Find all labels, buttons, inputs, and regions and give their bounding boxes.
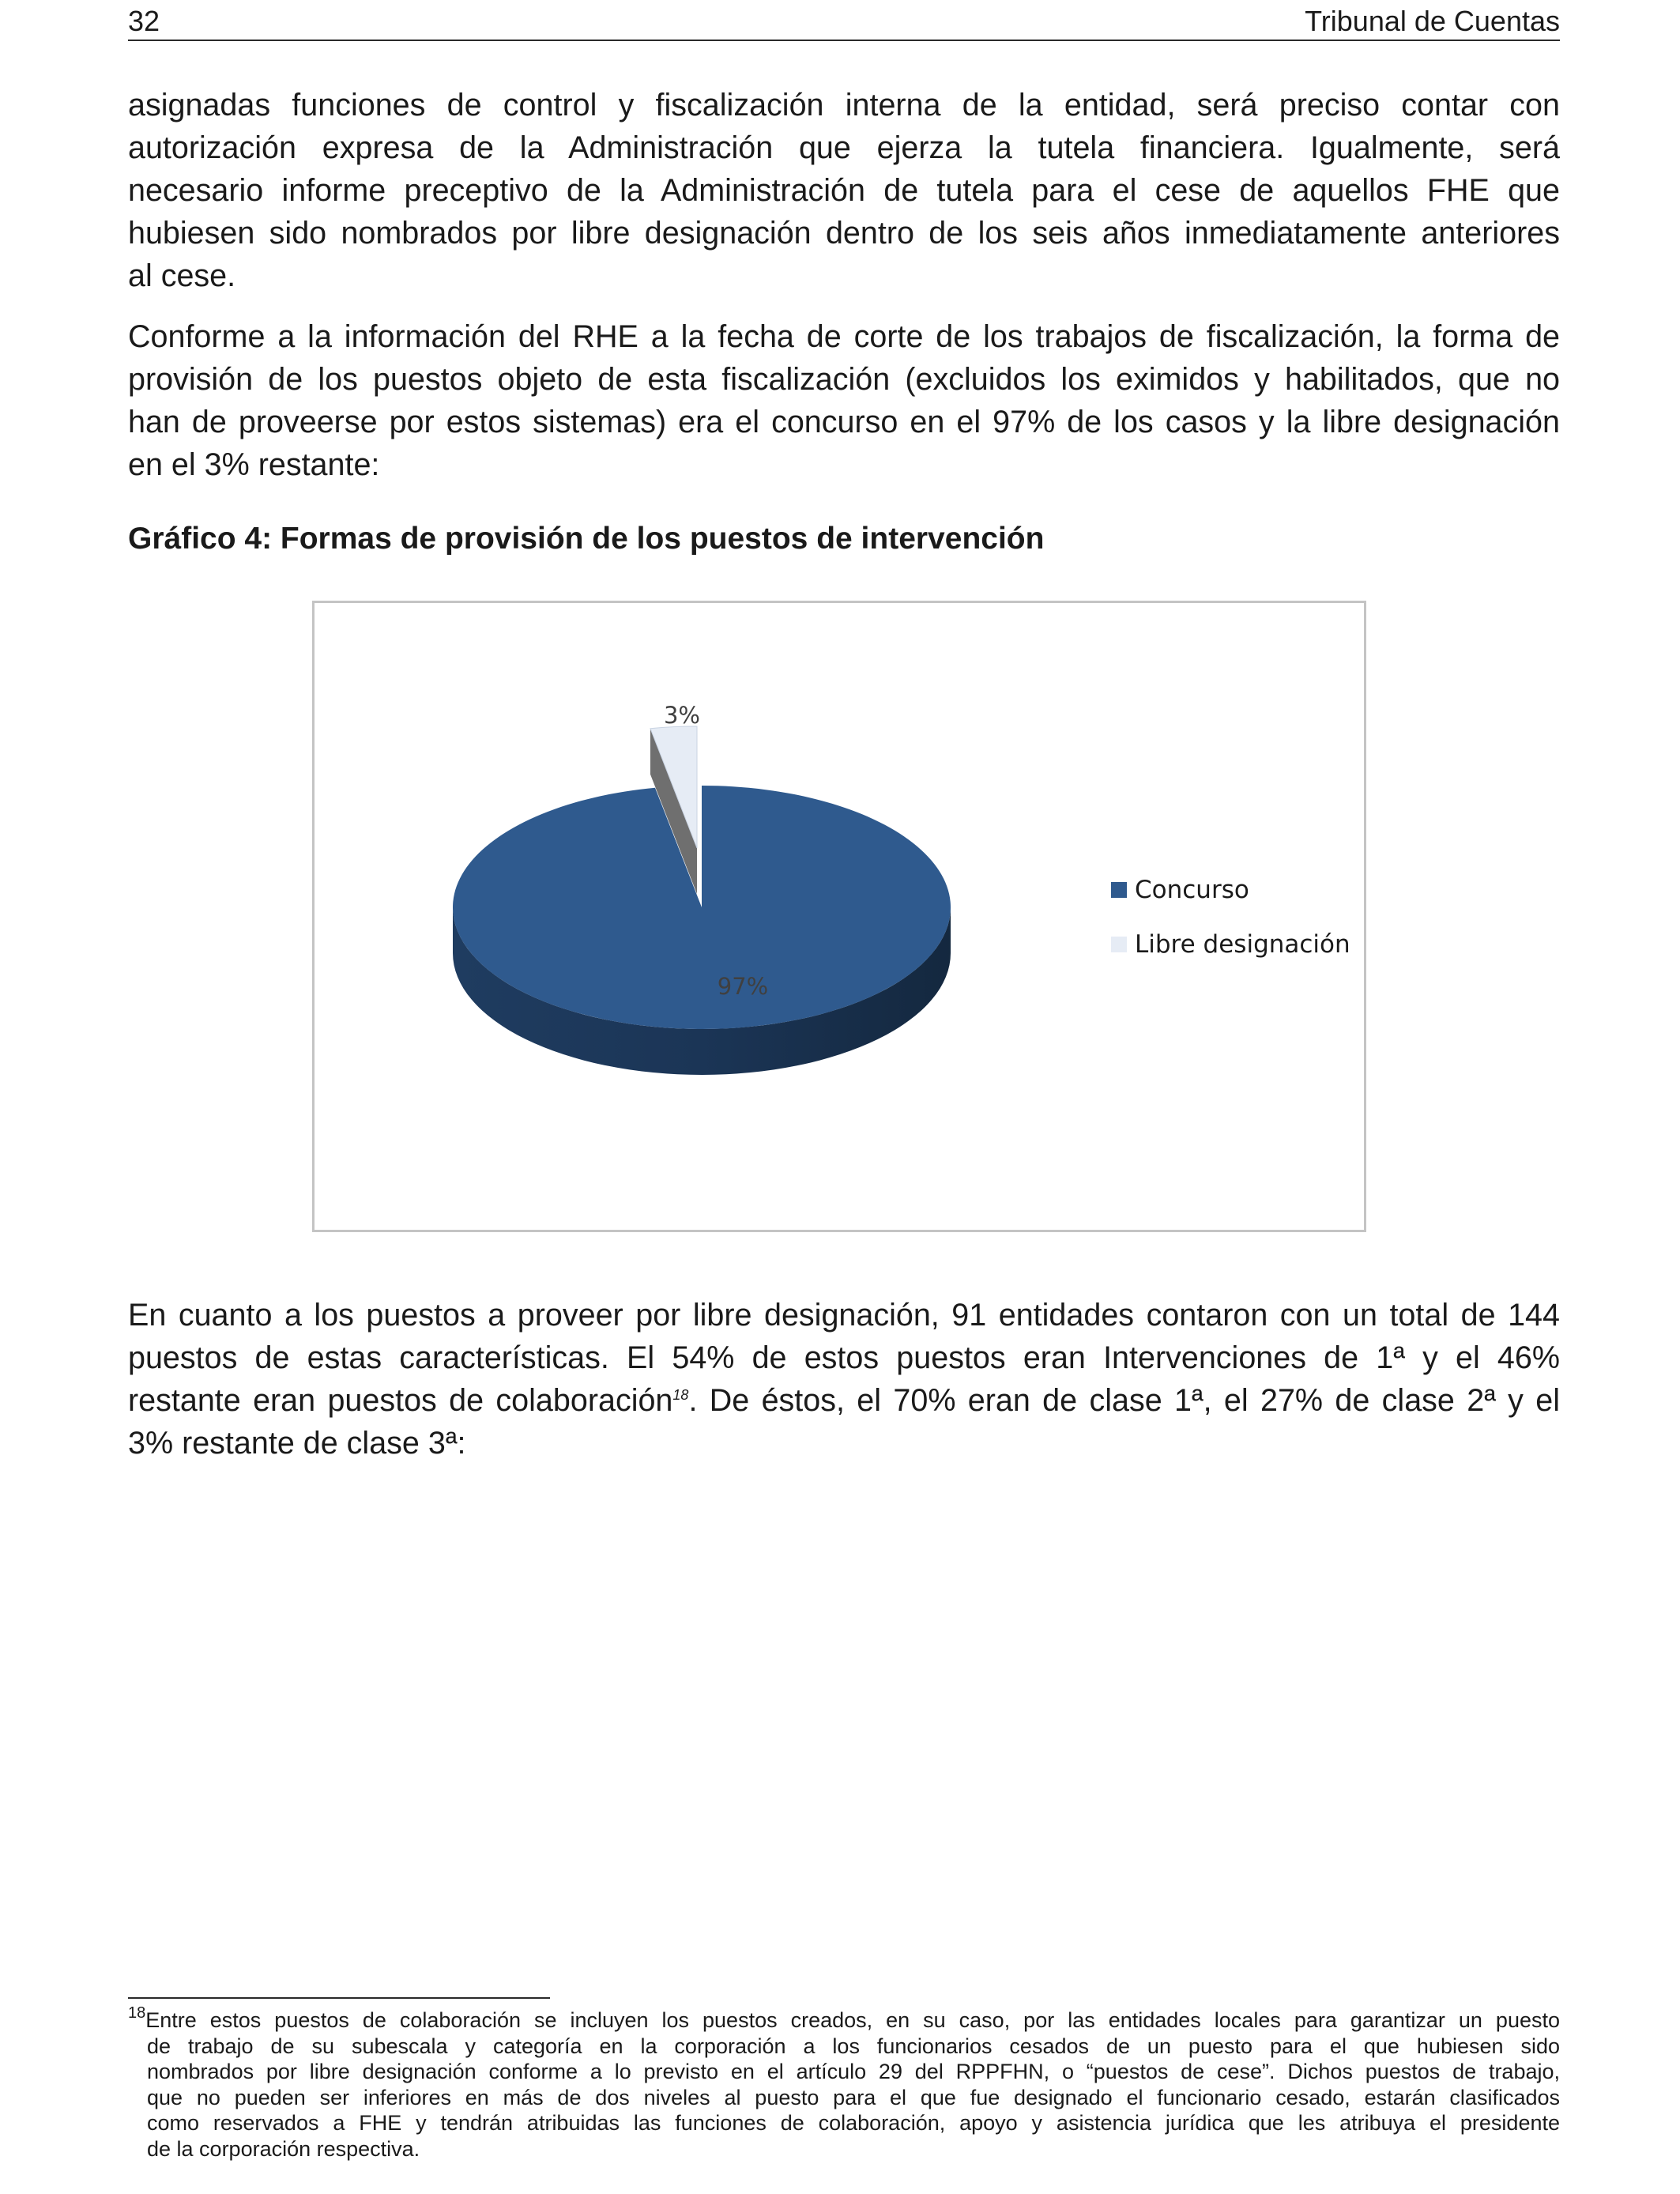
text-line bbox=[128, 1379, 1560, 1422]
page-header bbox=[128, 0, 1560, 41]
footnote-rule bbox=[128, 1997, 550, 1999]
footnote-line: como reservados a FHE y tendrán atribuidas las funciones de colaboración, apoyo y asistencia jurídica que les atribuya el presidente bbox=[147, 2111, 1560, 2135]
text-segment: restante eran puestos de colaboración bbox=[128, 1383, 673, 1418]
data-label-libre: 3% bbox=[663, 702, 701, 729]
legend-item-concurso bbox=[1111, 874, 1350, 906]
chart-legend bbox=[1111, 874, 1350, 983]
legend-swatch-libre-designacion bbox=[1111, 937, 1127, 952]
paragraph-2 bbox=[128, 315, 1560, 486]
legend-swatch-concurso bbox=[1111, 882, 1127, 898]
footnote bbox=[128, 2004, 1560, 2162]
footnote-text: Entre estos puestos de colaboración se incluyen los puestos creados, en su caso, por las entidades locales para garantizar un puesto bbox=[145, 2008, 1560, 2032]
footnote-line: de trabajo de su subescala y categoría en la corporación a los funcionarios cesados de un puesto para el que hubiesen sido bbox=[147, 2034, 1560, 2058]
legend-label-concurso: Concurso bbox=[1135, 876, 1249, 904]
footnote-line: de la corporación respectiva. bbox=[147, 2136, 420, 2161]
footnote-line bbox=[128, 2004, 1560, 2034]
legend-item-libre-designacion bbox=[1111, 929, 1350, 960]
text-line: autorización expresa de la Administración que ejerza la tutela financiera. Igualmente, será bbox=[128, 130, 1560, 165]
paragraph-3 bbox=[128, 1294, 1560, 1465]
text-line: provisión de los puestos objeto de esta fiscalización (excluidos los eximidos y habilitados, que no bbox=[128, 362, 1560, 397]
text-line: en el 3% restante: bbox=[128, 447, 380, 482]
header-title: Tribunal de Cuentas bbox=[1305, 5, 1560, 37]
footnote-reference[interactable]: 18 bbox=[672, 1387, 689, 1403]
page-number: 32 bbox=[128, 5, 160, 37]
footnote-line: que no pueden ser inferiores en más de dos niveles al puesto para el que fue designado el funcionario cesado, estarán clasificados bbox=[147, 2085, 1560, 2109]
figure-title: Gráfico 4: Formas de provisión de los puestos de intervención bbox=[128, 522, 1045, 556]
footnote-line: nombrados por libre designación conforme a lo previsto en el artículo 29 del RPPFHN, o “puestos de cese”. Dichos puestos de trabajo, bbox=[147, 2060, 1560, 2083]
data-label-concurso: 97% bbox=[717, 973, 769, 1000]
pie-chart bbox=[312, 601, 1366, 1232]
paragraph-1 bbox=[128, 84, 1560, 297]
text-line: asignadas funciones de control y fiscalización interna de la entidad, será preciso contar con bbox=[128, 88, 1560, 123]
pie-layer bbox=[453, 726, 951, 1075]
text-line: hubiesen sido nombrados por libre designación dentro de los seis años inmediatamente anteriores bbox=[128, 216, 1560, 251]
legend-label-libre-designacion: Libre designación bbox=[1135, 930, 1350, 959]
text-line: al cese. bbox=[128, 258, 236, 293]
text-line: han de proveerse por estos sistemas) era el concurso en el 97% de los casos y la libre designación bbox=[128, 405, 1560, 439]
text-line: En cuanto a los puestos a proveer por libre designación, 91 entidades contaron con un total de 144 bbox=[128, 1298, 1560, 1333]
text-segment: . De éstos, el 70% eran de clase 1ª, el 27% de clase 2ª y el bbox=[688, 1383, 1560, 1418]
slice-concurso bbox=[453, 786, 951, 1029]
text-line: Conforme a la información del RHE a la fecha de corte de los trabajos de fiscalización, la forma de bbox=[128, 319, 1560, 354]
text-line: necesario informe preceptivo de la Administración de tutela para el cese de aquellos FHE que bbox=[128, 173, 1560, 208]
text-line: puestos de estas características. El 54% de estos puestos eran Intervenciones de 1ª y el 46% bbox=[128, 1340, 1560, 1375]
text-line: 3% restante de clase 3ª: bbox=[128, 1426, 466, 1461]
footnote-mark: 18 bbox=[128, 2004, 146, 2022]
